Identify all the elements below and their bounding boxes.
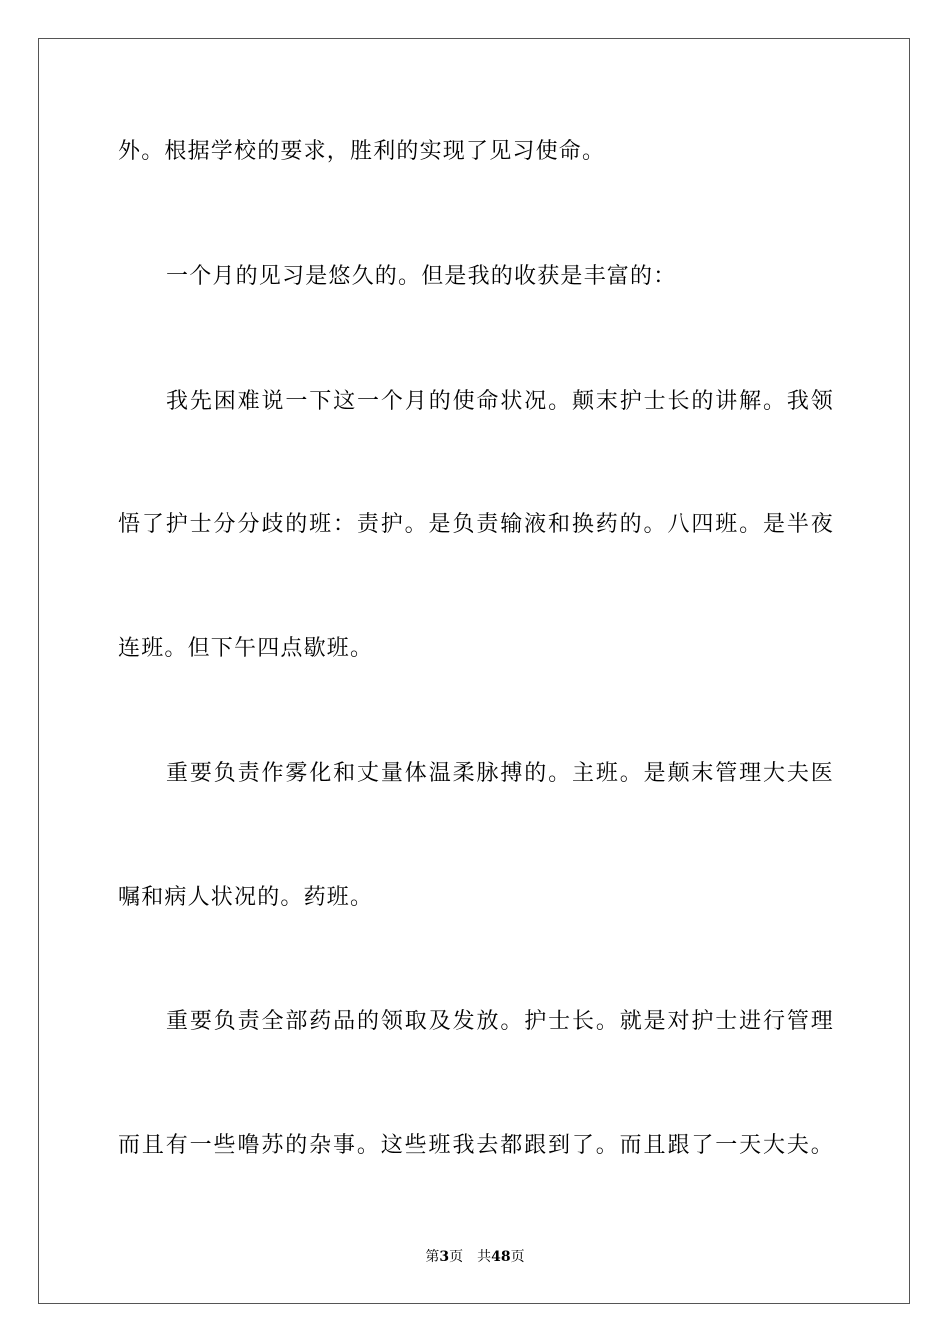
page-footer: [0, 1248, 950, 1266]
text-line-3: 我先困难说一下这一个月的使命状况。颠末护士长的讲解。我领: [166, 389, 834, 414]
page-prefix: 第: [425, 1249, 440, 1265]
text-line-2: 一个月的见习是悠久的。但是我的收获是丰富的：: [166, 264, 677, 289]
total-pages: 48: [491, 1249, 511, 1265]
text-line-8: 重要负责全部药品的领取及发放。护士长。就是对护士进行管理: [166, 1009, 834, 1034]
page-suffix: 页: [449, 1249, 464, 1265]
page-number: 3: [439, 1249, 450, 1265]
total-suffix: 页: [510, 1249, 525, 1265]
text-line-4: 悟了护士分分歧的班：责护。是负责输液和换药的。八四班。是半夜: [118, 512, 834, 537]
text-line-9: 而且有一些噜苏的杂事。这些班我去都跟到了。而且跟了一天大夫。: [118, 1133, 834, 1158]
page-border: [38, 38, 910, 1304]
total-prefix: 共: [477, 1249, 492, 1265]
text-line-1: 外。根据学校的要求，胜利的实现了见习使命。: [118, 139, 606, 164]
text-line-6: 重要负责作雾化和丈量体温柔脉搏的。主班。是颠末管理大夫医: [166, 761, 834, 786]
text-line-7: 嘱和病人状况的。药班。: [118, 885, 374, 910]
text-line-5: 连班。但下午四点歇班。: [118, 636, 374, 661]
